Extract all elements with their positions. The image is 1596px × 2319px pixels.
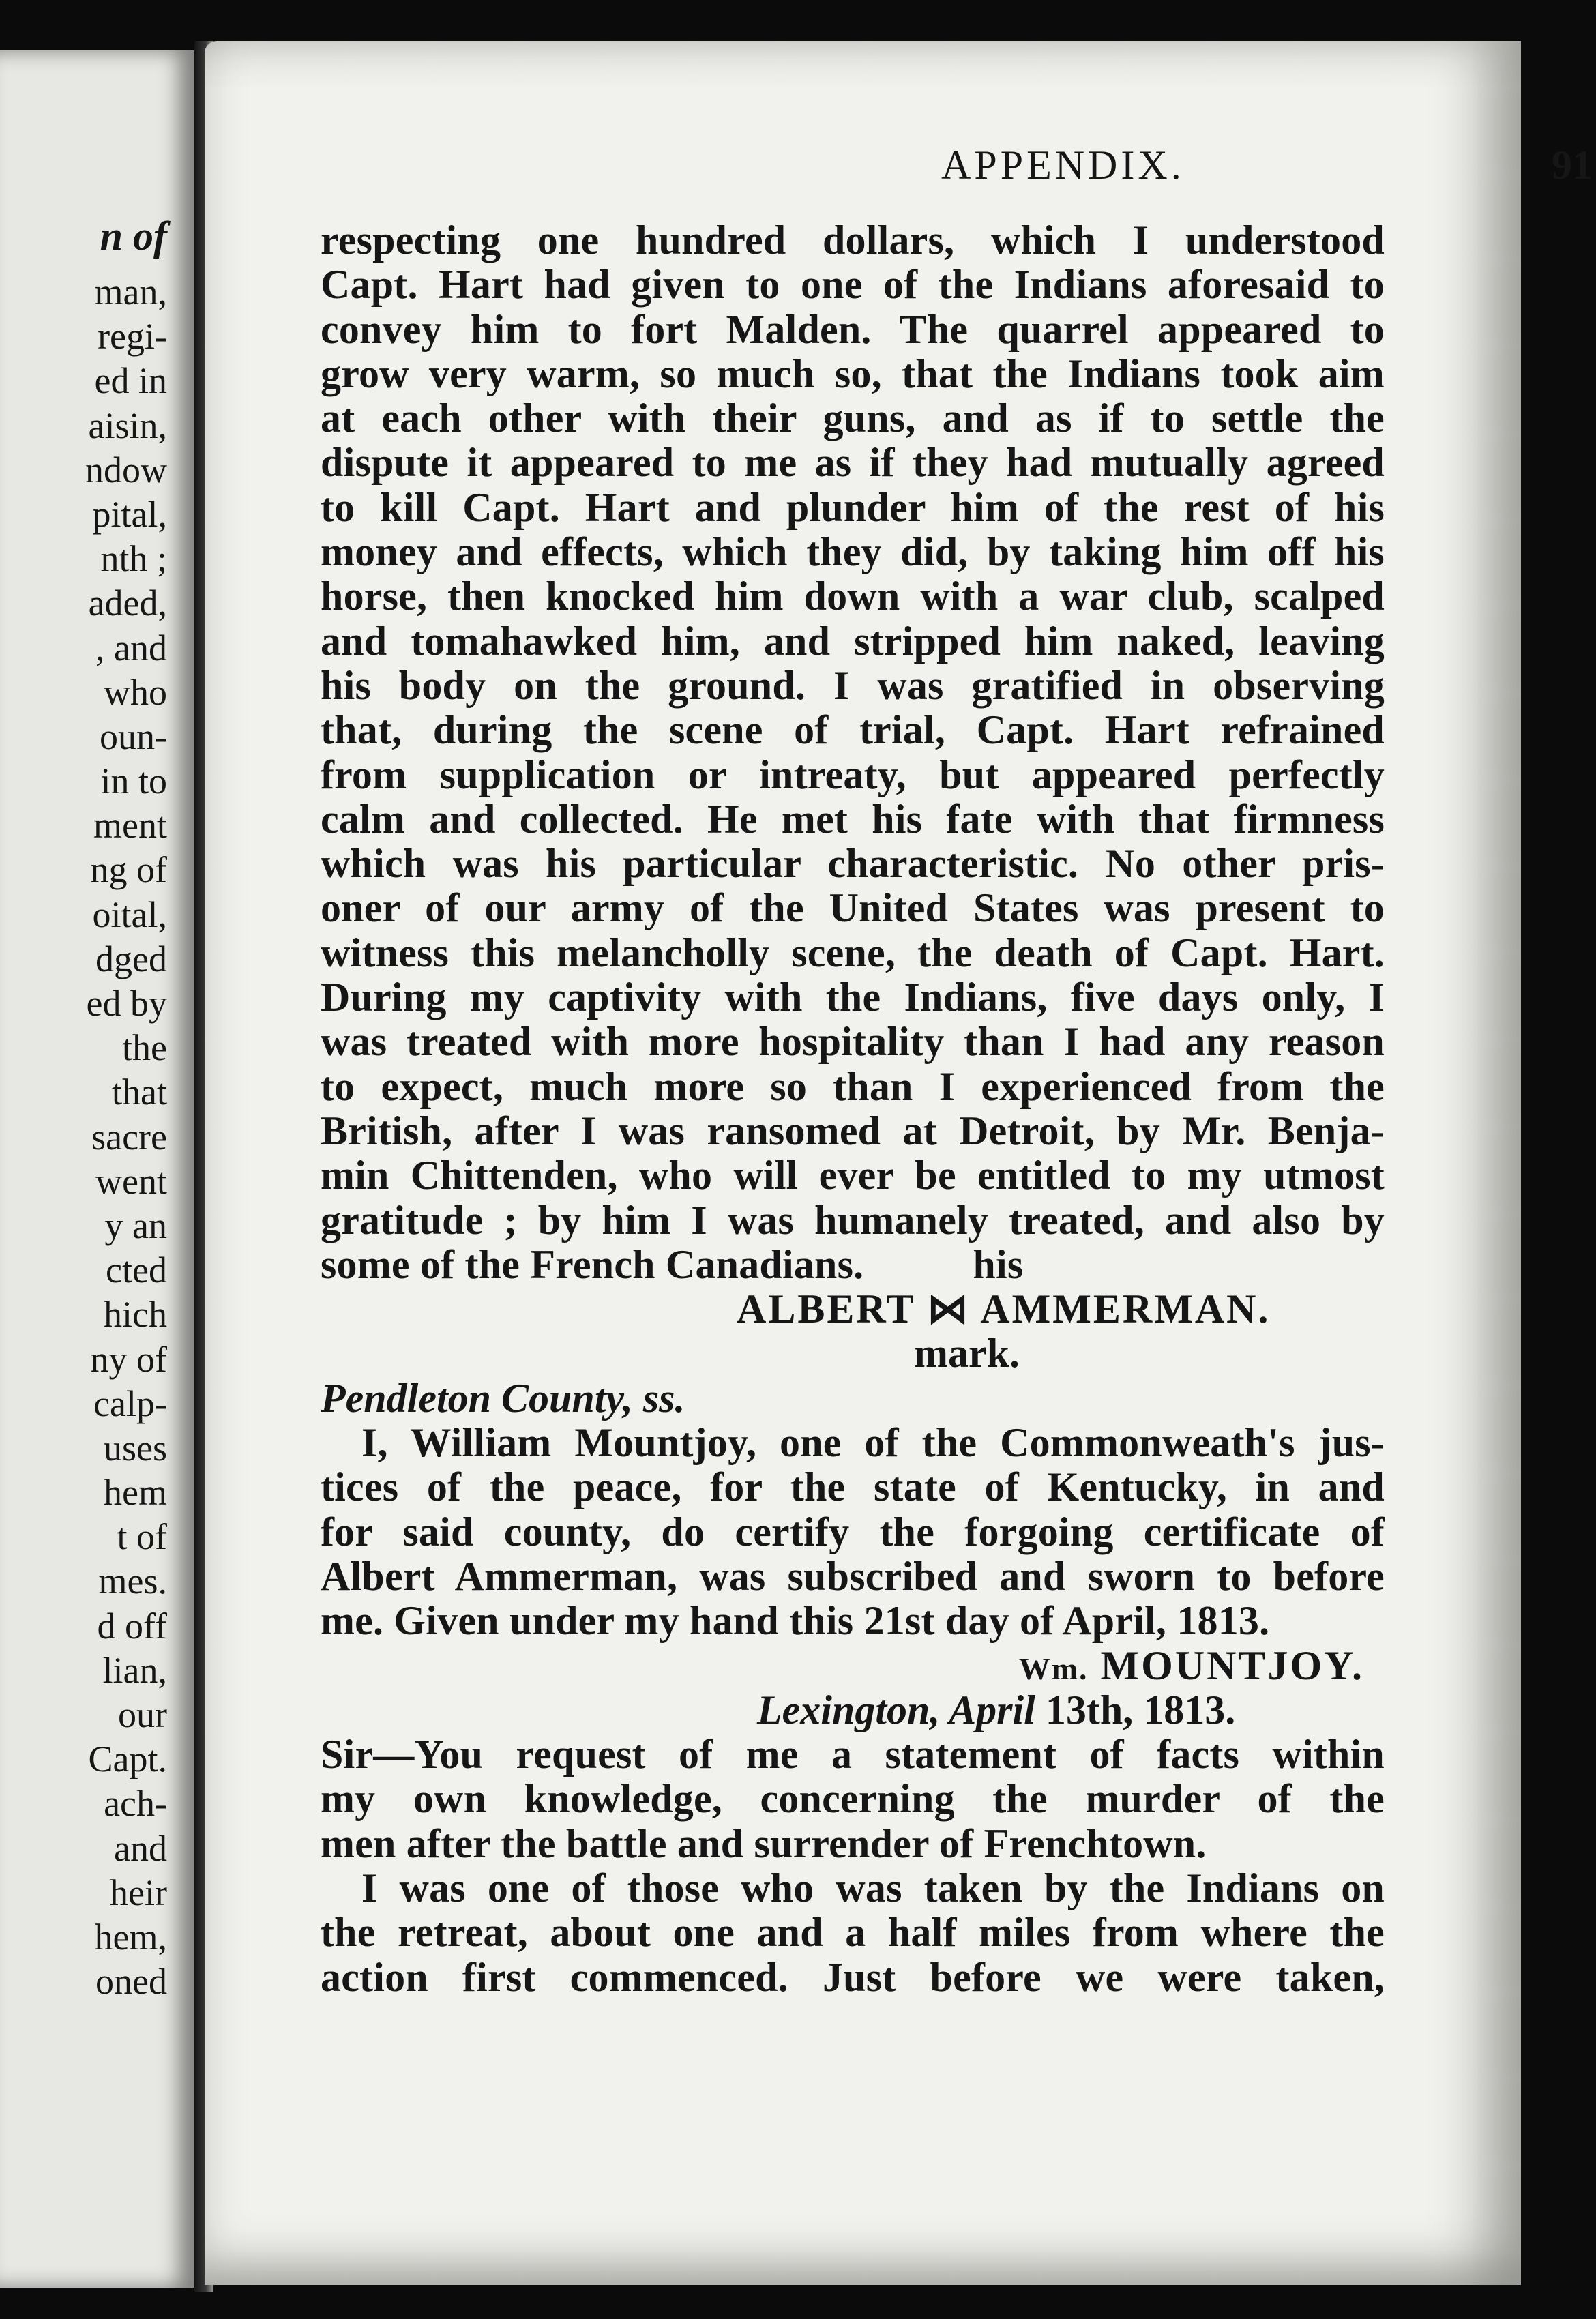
left-page-title-fragment: n of xyxy=(100,213,167,259)
text-line: Capt. Hart had given to one of the Indians aforesaid to xyxy=(321,262,1385,308)
left-line-fragment: aded, xyxy=(88,582,167,624)
text-line: was treated with more hospitality than I had any reason xyxy=(321,1019,1385,1065)
text-line: me. Given under my hand this 21st day of April, 1813. xyxy=(321,1598,1270,1644)
left-line-fragment: Capt. xyxy=(88,1739,167,1780)
left-line-fragment: heir xyxy=(110,1872,167,1913)
left-line-fragment: the xyxy=(122,1027,167,1069)
page-header xyxy=(682,142,1596,196)
paragraph-testimony-lines xyxy=(321,218,1385,1243)
paragraph-letter-body-lines xyxy=(321,1866,1385,2000)
signature-mark-symbol: ⋈ xyxy=(927,1286,971,1332)
letter-dateline xyxy=(321,1688,1385,1732)
left-line-fragment: d off xyxy=(97,1605,167,1646)
left-line-fragment: hem, xyxy=(94,1916,167,1958)
signature-first-name: ALBERT xyxy=(737,1286,915,1332)
left-line-fragment: went xyxy=(95,1160,167,1202)
left-line-fragment: ment xyxy=(93,805,167,846)
left-line-fragment: in to xyxy=(100,760,167,802)
left-line-fragment: ndow xyxy=(85,449,167,490)
text-line: During my captivity with the Indians, five days only, I xyxy=(321,975,1385,1020)
text-line-content: some of the French Canadians. xyxy=(321,1241,864,1287)
left-line-fragment: y an xyxy=(104,1205,167,1246)
left-line-fragment: , and xyxy=(95,627,167,668)
left-line-fragment: ed in xyxy=(94,360,167,402)
left-line-fragment: cted xyxy=(106,1250,167,1291)
left-line-fragment: our xyxy=(118,1694,167,1735)
text-line: gratitude ; by him I was humanely treated, and also by xyxy=(321,1197,1385,1243)
left-line-fragment: oun- xyxy=(100,715,167,757)
page-number: 91 xyxy=(1552,143,1593,188)
paragraph-letter-opening-lines xyxy=(321,1732,1385,1822)
text-line: which was his particular characteristic. No other pris- xyxy=(321,841,1385,887)
text-line: money and effects, which they did, by taking him off his xyxy=(321,529,1385,575)
left-line-fragment: pital, xyxy=(92,493,167,535)
left-line-fragment: man, xyxy=(94,271,167,312)
signature-ammerman xyxy=(321,1287,1385,1331)
left-line-fragment: calp- xyxy=(93,1383,167,1424)
left-line-fragment: t of xyxy=(117,1516,167,1558)
left-line-fragment: hem xyxy=(104,1472,167,1513)
dateline-day: 13th, xyxy=(1045,1687,1134,1732)
left-line-fragment: mes. xyxy=(98,1561,167,1602)
text-line: for said county, do certify the forgoing certificate of xyxy=(321,1509,1385,1554)
text-line: the retreat, about one and a half miles from where the xyxy=(321,1910,1385,1955)
text-line: Albert Ammerman, was subscribed and sworn to before xyxy=(321,1553,1385,1599)
signature-his: his xyxy=(973,1241,1024,1287)
text-line: oner of our army of the United States was present to xyxy=(321,885,1385,931)
text-line: tices of the peace, for the state of Kentucky, in and xyxy=(321,1464,1385,1510)
paragraph-certificate xyxy=(321,1421,1385,1643)
left-line-fragment: who xyxy=(104,671,167,713)
left-line-fragment: aisin, xyxy=(88,404,167,446)
signature-mountjoy xyxy=(321,1644,1385,1688)
left-line-fragment: uses xyxy=(104,1427,167,1468)
left-line-fragment: ng of xyxy=(90,849,167,891)
text-line: to kill Capt. Hart and plunder him of the rest of his xyxy=(321,484,1385,530)
text-line: I was one of those who was taken by the Indians on xyxy=(361,1865,1385,1910)
page-body xyxy=(321,218,1385,2000)
text-line: that, during the scene of trial, Capt. Hart refrained xyxy=(321,707,1385,753)
left-line-fragment: sacre xyxy=(91,1116,167,1157)
paragraph-testimony xyxy=(321,218,1385,1287)
text-line: to expect, much more so than I experienced from the xyxy=(321,1063,1385,1109)
text-line: min Chittenden, who will ever be entitled to my utmost xyxy=(321,1153,1385,1198)
text-line: his body on the ground. I was gratified in observing xyxy=(321,662,1385,708)
left-line-fragment: ach- xyxy=(104,1783,167,1825)
text-line: convey him to fort Malden. The quarrel appeared to xyxy=(321,306,1385,352)
left-line-fragment: regi- xyxy=(98,316,167,357)
signature-mark-label: mark. xyxy=(914,1331,1020,1376)
text-line xyxy=(321,1243,1385,1287)
left-line-fragment: oned xyxy=(95,1961,167,2003)
text-line: horse, then knocked him down with a war club, scalped xyxy=(321,574,1385,619)
text-line: my own knowledge, concerning the murder of the xyxy=(321,1776,1385,1822)
left-page-text-column xyxy=(85,270,167,2004)
signature-last-name: AMMERMAN. xyxy=(980,1286,1271,1332)
left-line-fragment: ny of xyxy=(90,1338,167,1380)
dateline-place: Lexington, April xyxy=(757,1687,1035,1732)
county-heading: Pendleton County, ss. xyxy=(321,1375,685,1421)
paragraph-letter-opening xyxy=(321,1732,1385,1866)
left-line-fragment: dged xyxy=(95,938,167,979)
left-line-fragment: and xyxy=(114,1827,167,1869)
left-page-fragment xyxy=(0,50,194,2288)
text-line: action first commenced. Just before we were taken, xyxy=(321,1954,1385,2000)
text-line: calm and collected. He met his fate with that firmness xyxy=(321,796,1385,842)
signature-name: MOUNTJOY. xyxy=(1100,1642,1364,1688)
text-line: Sir—You request of me a statement of facts within xyxy=(321,1732,1385,1777)
running-head: APPENDIX. xyxy=(941,143,1185,188)
paragraph-certificate-lines xyxy=(321,1421,1385,1599)
signature-prefix: Wm. xyxy=(1018,1651,1089,1686)
dateline-year: 1813. xyxy=(1143,1687,1236,1732)
text-line: I, William Mountjoy, one of the Commonweath's jus- xyxy=(361,1420,1385,1466)
text-line: respecting one hundred dollars, which I understood xyxy=(321,218,1385,263)
text-line: witness this melancholly scene, the death of Capt. Hart. xyxy=(321,930,1385,975)
text-line: dispute it appeared to me as if they had mutually agreed xyxy=(321,440,1385,486)
text-line: and tomahawked him, and stripped him naked, leaving xyxy=(321,618,1385,664)
text-line: at each other with their guns, and as if to settle the xyxy=(321,396,1385,441)
left-line-fragment: that xyxy=(112,1072,167,1113)
left-line-fragment: oital, xyxy=(92,893,167,935)
left-line-fragment: lian, xyxy=(102,1649,167,1691)
text-line: men after the battle and surrender of Frenchtown. xyxy=(321,1820,1207,1866)
text-line: from supplication or intreaty, but appeared perfectly xyxy=(321,752,1385,797)
left-line-fragment: ed by xyxy=(86,983,167,1024)
left-line-fragment: hich xyxy=(104,1294,167,1335)
left-line-fragment: nth ; xyxy=(100,538,167,580)
paragraph-letter-body xyxy=(321,1866,1385,2000)
text-line: grow very warm, so much so, that the Indians took aim xyxy=(321,351,1385,396)
text-line: British, after I was ransomed at Detroit, by Mr. Benja- xyxy=(321,1108,1385,1153)
